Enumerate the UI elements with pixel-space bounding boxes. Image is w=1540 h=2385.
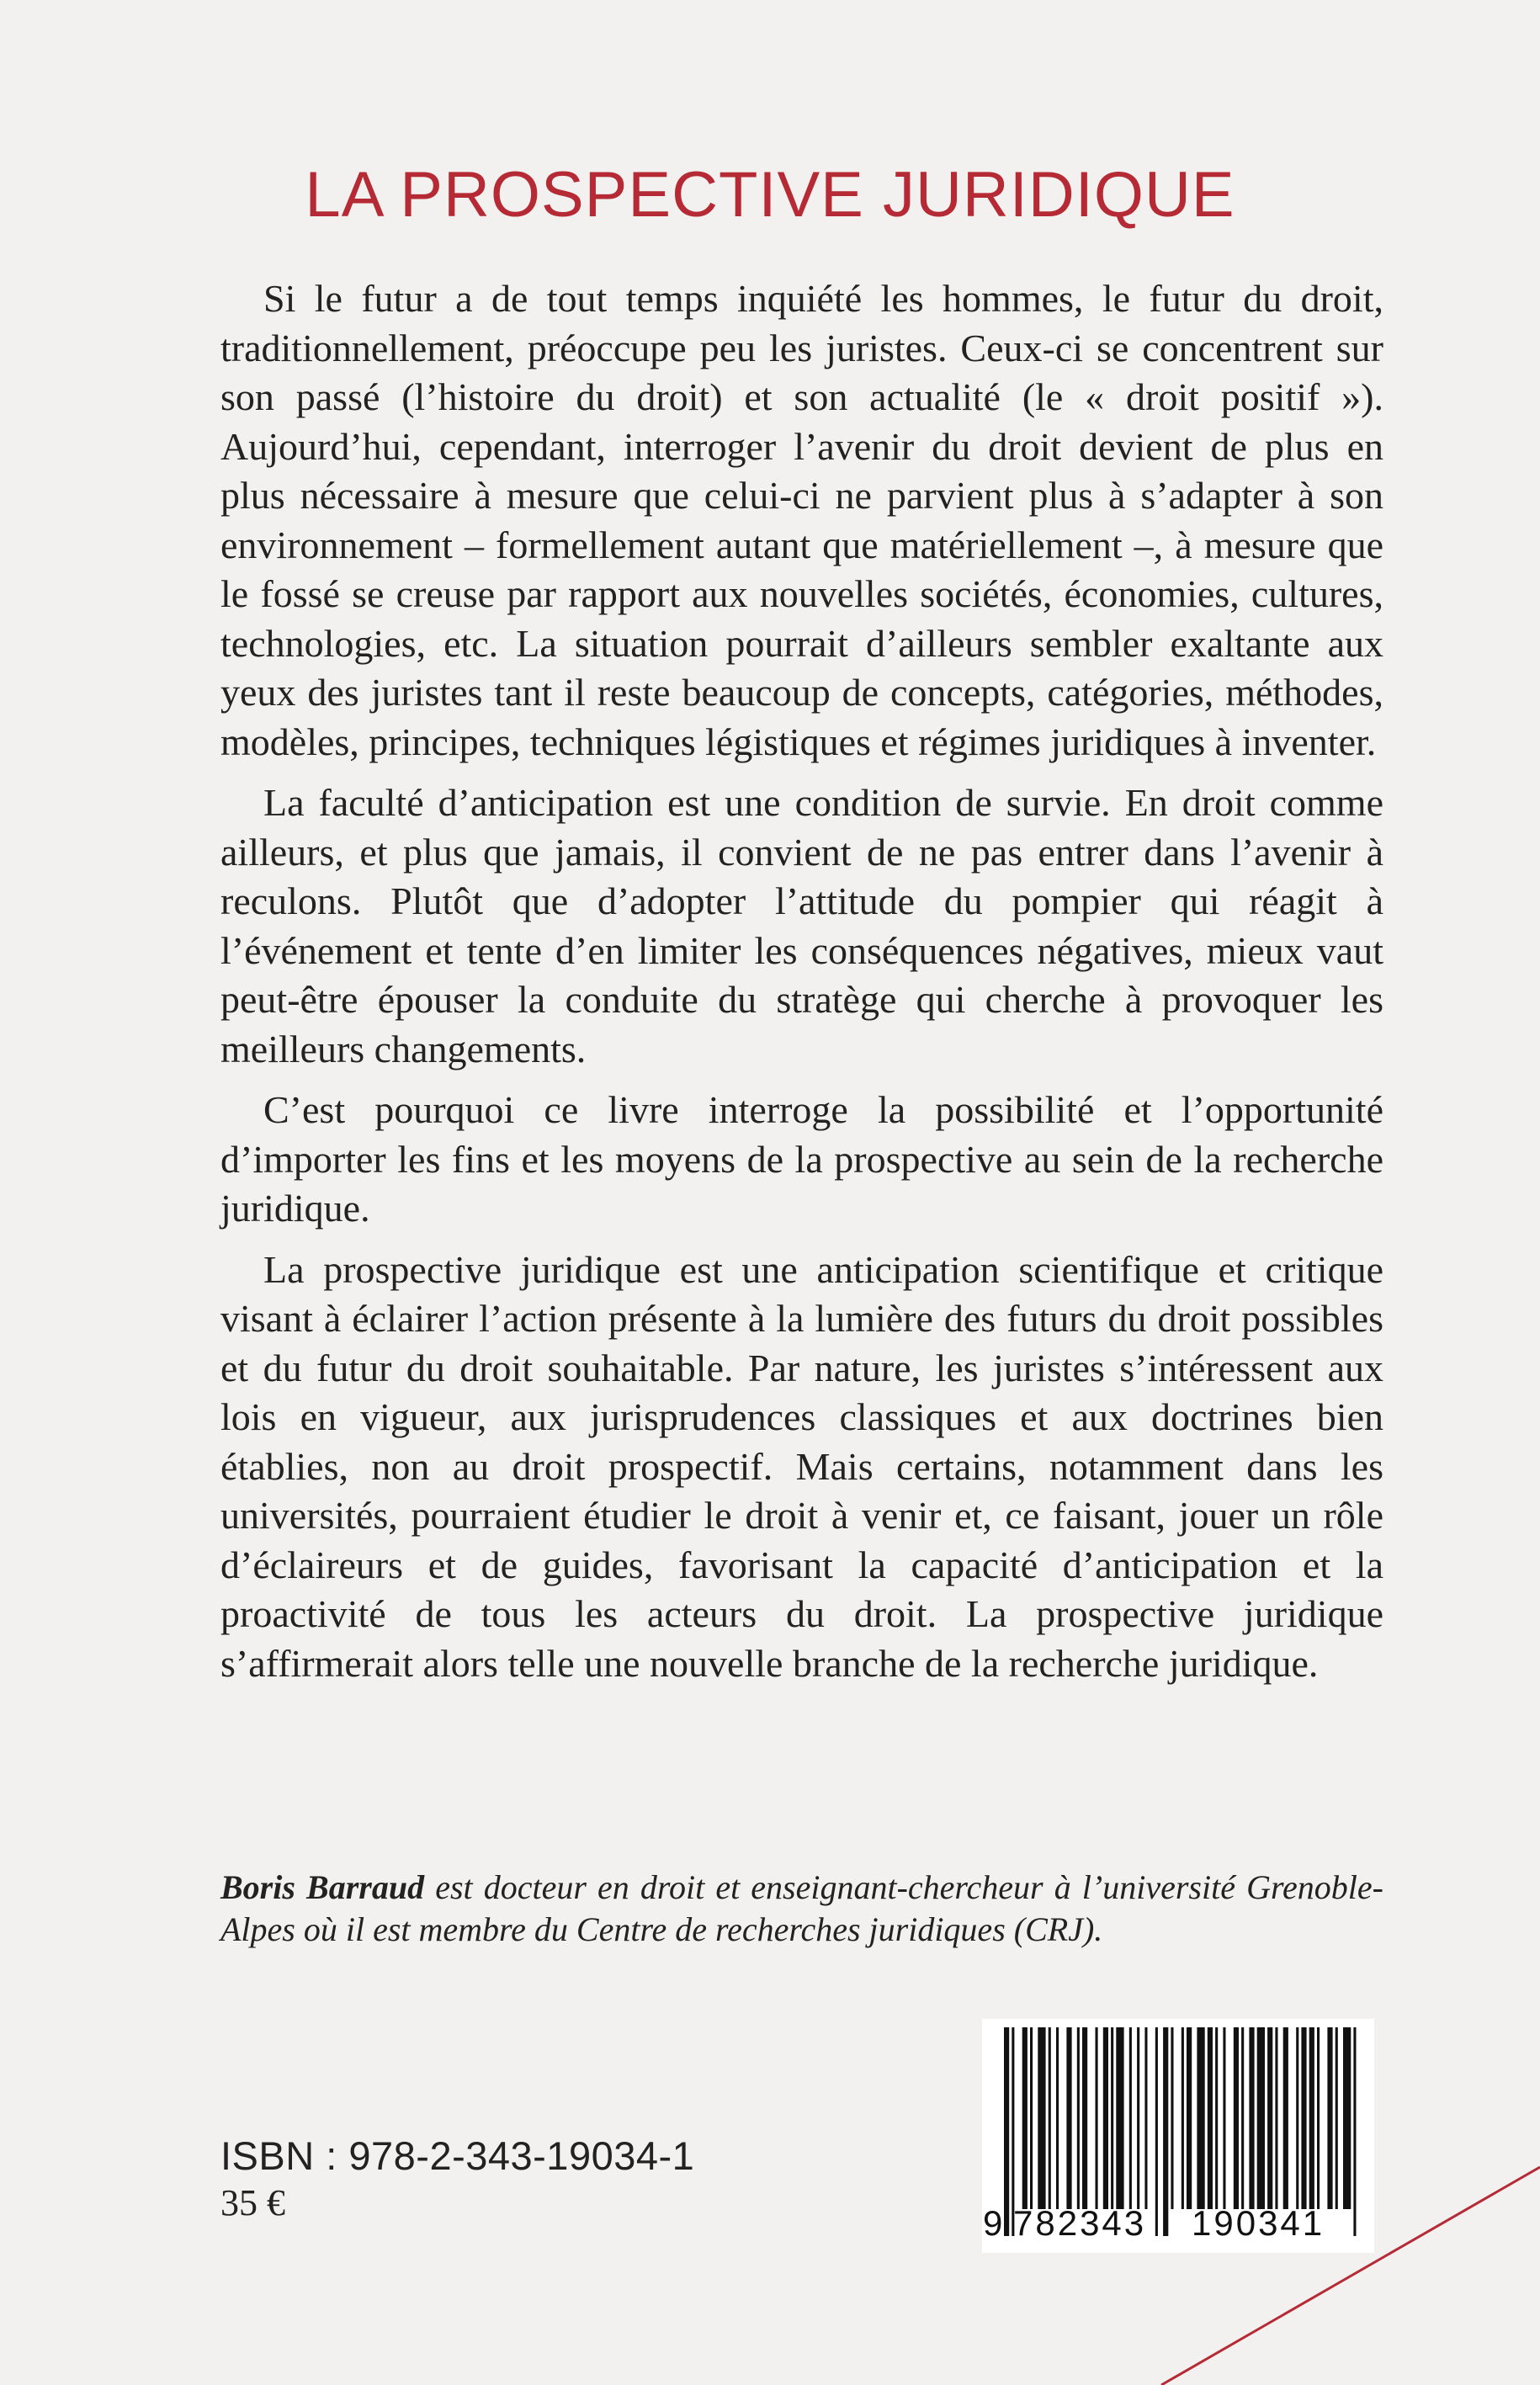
barcode-digit-right: 190341 [1192,2203,1325,2243]
blurb-paragraph: La prospective juridique est une anticipation scientifique et critique visant à éclairer l’action présente à la lumière des futurs du droit possibles et du futur du droit souhaitable. Par nature, les juristes s’intéressent aux lois en vigueur, aux jurisprudences classiques et aux doctrines bien établies, non au droit prospectif. Mais certains, notamment dans les universités, pourraient étudier le droit à venir et, ce faisant, jouer un rôle d’éclaireurs et de guides, favorisant la capacité d’anticipation et la proactivité de tous les acteurs du droit. La prospective juridique s’affirmerait alors telle une nouvelle branche de la recherche juridique. [220,1247,1383,1685]
author-name: Boris Barraud [220,1868,425,1906]
book-title: LA PROSPECTIVE JURIDIQUE [305,159,1235,231]
price: 35 € [220,2182,285,2223]
blurb-paragraph: La faculté d’anticipation est une condition de survie. En droit comme ailleurs, et plus que jamais, il convient de ne pas entrer dans l’avenir à reculons. Plutôt que d’adopter l’attitude du pompier qui réagit à l’événement et tente d’en limiter les conséquences négatives, mieux vaut peut-être épouser la conduite du stratège qui cherche à provoquer les meilleurs changements. [220,781,1383,1070]
barcode-digit-prefix: 9 [983,2203,1006,2243]
isbn: ISBN : 978-2-343-19034-1 [220,2133,695,2178]
blurb-paragraph: Si le futur a de tout temps inquiété les hommes, le futur du droit, traditionnellement, préoccupe peu les juristes. Ceux-ci se concentrent sur son passé (l’histoire du droit) et son actualité (le « droit positif »). Aujourd’hui, cependant, interroger l’avenir du droit devient de plus en plus nécessaire à mesure que celui-ci ne parvient plus à s’adapter à son environnement – formellement autant que matériellement –, à mesure que le fossé se creuse par rapport aux nouvelles sociétés, économies, cultures, technologies, etc. La situation pourrait d’ailleurs sembler exaltante aux yeux des juristes tant il reste beaucoup de concepts, catégories, méthodes, modèles, principes, techniques légistiques et régimes juridiques à inventer. [220,277,1383,763]
blurb-paragraph: C’est pourquoi ce livre interroge la possibilité et l’opportunité d’importer les fins et les moyens de la prospective au sein de la recherche juridique. [220,1088,1383,1230]
barcode-digit-left: 782343 [1013,2203,1147,2243]
author-bio-text: est docteur en droit et enseignant-chercheur à l’université Grenoble-Alpes où il est membre du Centre de recherches juridiques (CRJ). [220,1868,1383,1948]
